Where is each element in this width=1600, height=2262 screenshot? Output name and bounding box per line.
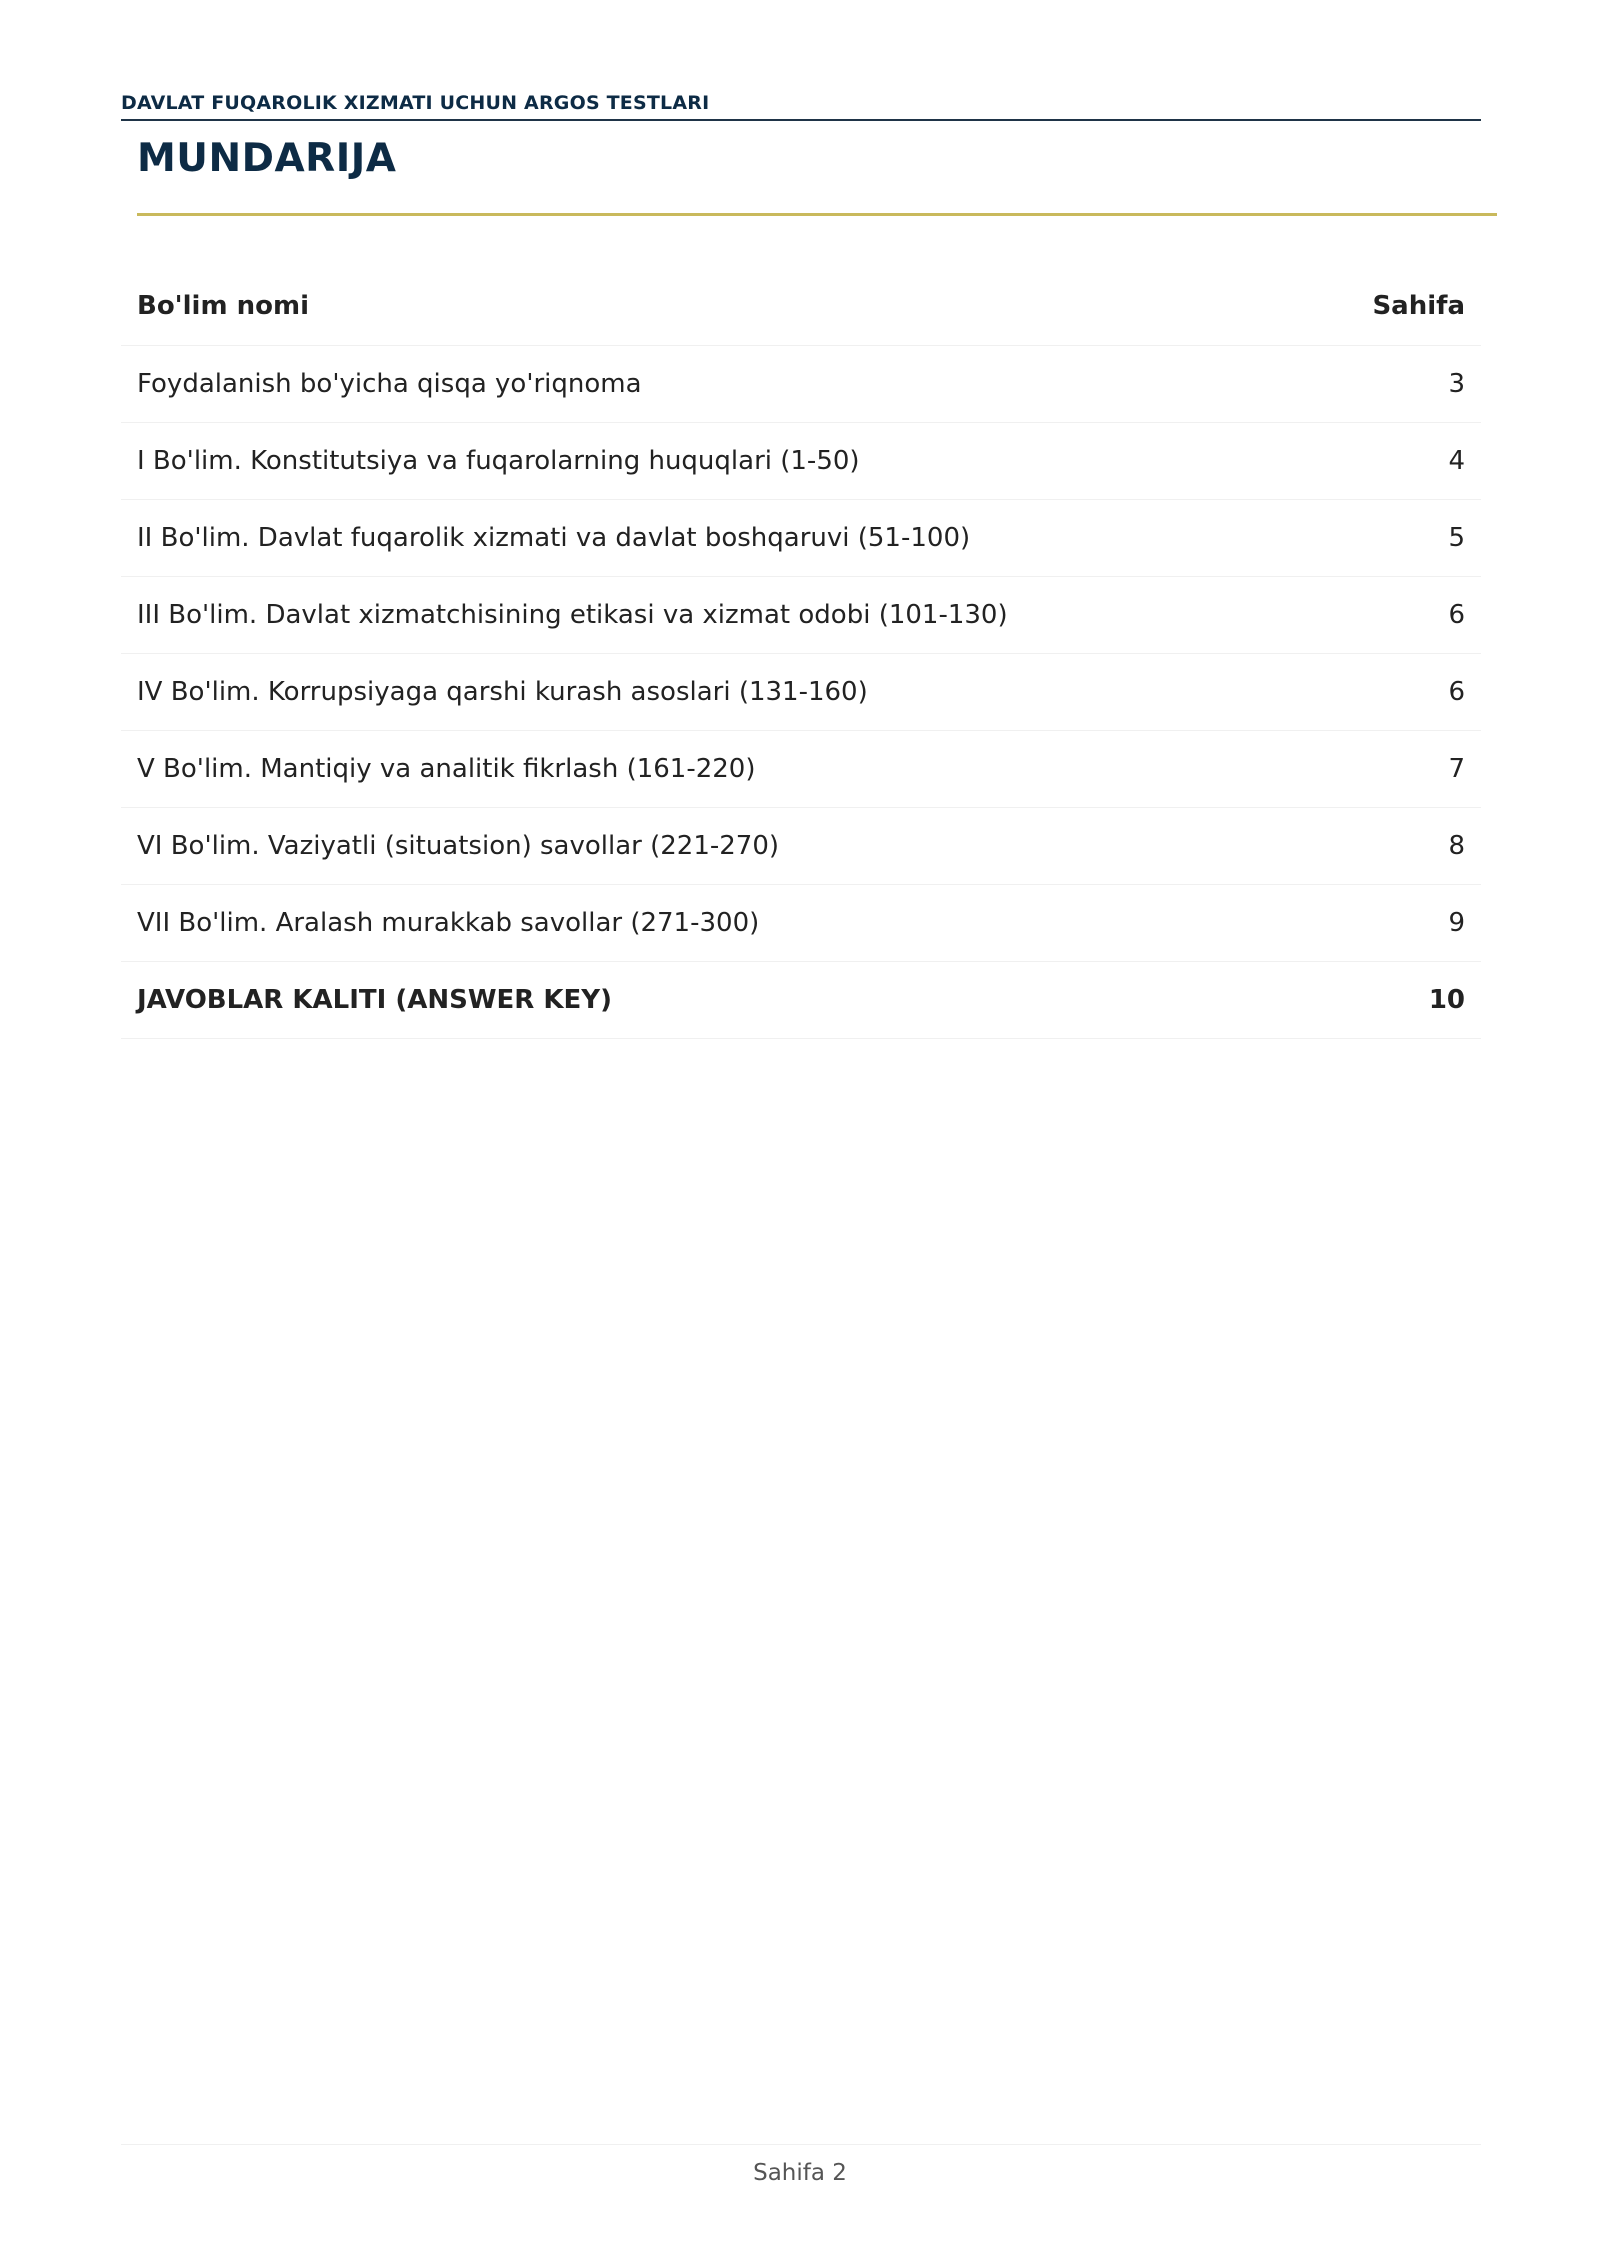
running-header: DAVLAT FUQAROLIK XIZMATI UCHUN ARGOS TESTLARI: [121, 92, 710, 114]
toc-row-page: 9: [1448, 907, 1465, 938]
toc-row[interactable]: [121, 576, 1481, 653]
toc-row-title: Foydalanish bo'yicha qisqa yo'riqnoma: [137, 368, 642, 399]
toc-row[interactable]: [121, 653, 1481, 730]
toc-row-title: VI Bo'lim. Vaziyatli (situatsion) savollar (221-270): [137, 830, 780, 861]
toc-row[interactable]: [121, 730, 1481, 807]
toc-row-title: III Bo'lim. Davlat xizmatchisining etikasi va xizmat odobi (101-130): [137, 599, 1008, 630]
title-divider: [137, 213, 1497, 216]
toc-row-page: 4: [1448, 445, 1465, 476]
toc-row-page: 6: [1448, 676, 1465, 707]
toc-row-title: V Bo'lim. Mantiqiy va analitik fikrlash (161-220): [137, 753, 756, 784]
column-header-page: Sahifa: [1372, 291, 1465, 322]
toc-row-page: 8: [1448, 830, 1465, 861]
toc-row-page: 7: [1448, 753, 1465, 784]
page-number: Sahifa 2: [753, 2160, 847, 2186]
toc-row[interactable]: [121, 807, 1481, 884]
table-of-contents: [121, 268, 1481, 1039]
toc-row-title: I Bo'lim. Konstitutsiya va fuqarolarning huquqlari (1-50): [137, 445, 860, 476]
toc-header-row: [121, 268, 1481, 345]
toc-row[interactable]: [121, 345, 1481, 422]
toc-row-title: VII Bo'lim. Aralash murakkab savollar (271-300): [137, 907, 760, 938]
toc-row-title: JAVOBLAR KALITI (ANSWER KEY): [137, 984, 612, 1015]
footer-divider: [121, 2144, 1481, 2145]
toc-row-title: IV Bo'lim. Korrupsiyaga qarshi kurash asoslari (131-160): [137, 676, 868, 707]
toc-row[interactable]: [121, 499, 1481, 576]
column-header-section: Bo'lim nomi: [137, 291, 309, 322]
toc-row[interactable]: [121, 422, 1481, 499]
toc-row-page: 6: [1448, 599, 1465, 630]
toc-row-page: 5: [1448, 522, 1465, 553]
page-title: MUNDARIJA: [137, 136, 397, 181]
toc-row-page: 3: [1448, 368, 1465, 399]
toc-row-page: 10: [1428, 984, 1465, 1015]
toc-row-answer-key[interactable]: [121, 961, 1481, 1038]
toc-row-title: II Bo'lim. Davlat fuqarolik xizmati va davlat boshqaruvi (51-100): [137, 522, 971, 553]
header-divider: [121, 119, 1481, 121]
toc-row[interactable]: [121, 884, 1481, 961]
